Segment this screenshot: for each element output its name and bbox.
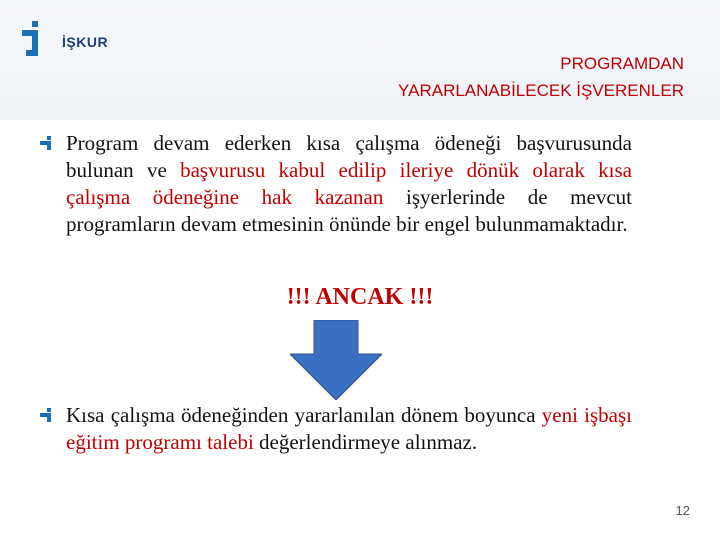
paragraph-1-text-end: işyerlerinde de mevcut programların devam etmesinin önünde bir engel bulunmamaktadır.	[66, 185, 632, 236]
paragraph-2-highlight: yeni işbaşı eğitim programı talebi	[66, 403, 633, 454]
iskur-logo	[18, 18, 128, 62]
paragraph-2-text-end: değerlendirmeye alınmaz.	[253, 430, 478, 454]
page-number: 12	[675, 503, 690, 518]
logo-text: İŞKUR	[62, 34, 109, 50]
title-line-2: YARARLANABİLECEK İŞVERENLER	[398, 81, 684, 100]
paragraph-2	[66, 402, 632, 456]
title-line-1: PROGRAMDAN	[560, 54, 684, 73]
paragraph-2-text: Kısa çalışma ödeneğinden yararlanılan dönem boyunca	[66, 403, 542, 427]
down-arrow-icon	[290, 320, 382, 400]
paragraph-1-text: Program devam ederken kısa çalışma ödeneği başvurusunda bulunan ve	[66, 131, 632, 182]
paragraph-1	[66, 130, 632, 238]
page-title	[284, 50, 684, 104]
bullet-icon	[40, 136, 54, 150]
bullet-icon	[40, 408, 54, 422]
ancak-heading: !!! ANCAK !!!	[286, 284, 434, 310]
paragraph-1-highlight: başvurusu kabul edilip ileriye dönük olarak kısa çalışma ödeneğine hak kazanan	[66, 158, 632, 209]
